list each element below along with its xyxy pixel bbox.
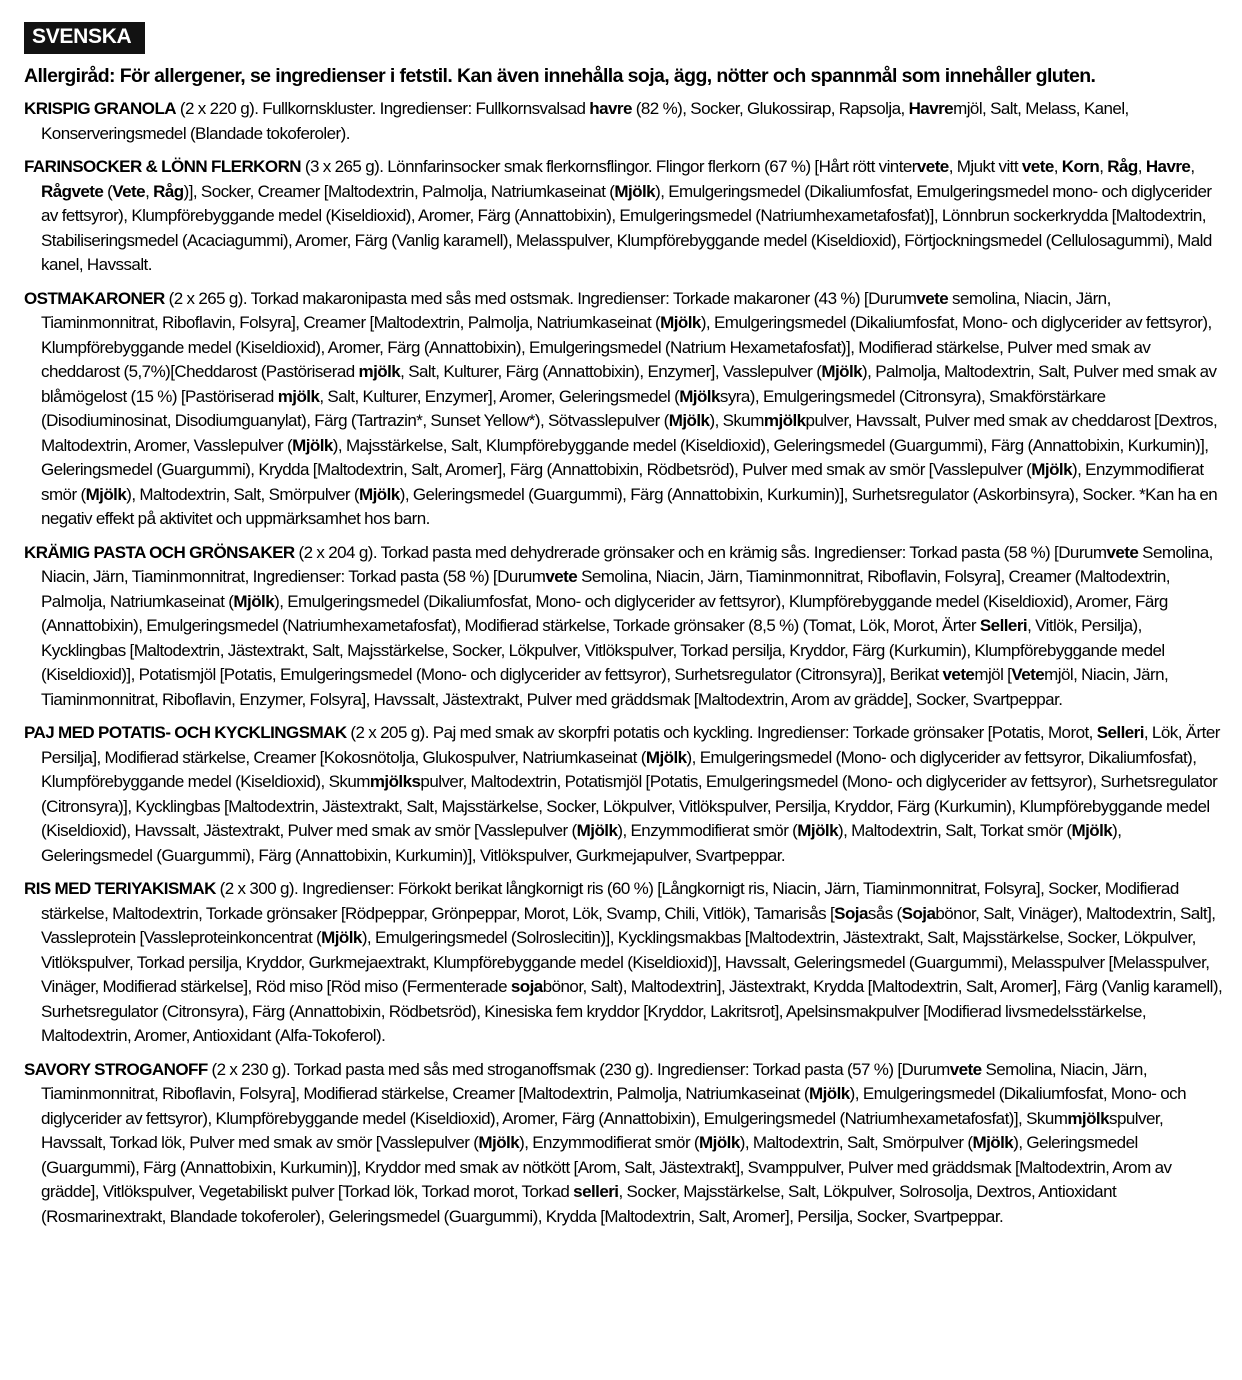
allergen-bold-text: soja — [510, 977, 543, 996]
allergen-bold-text: Selleri — [979, 616, 1028, 635]
allergen-bold-text: Vete — [1011, 665, 1045, 684]
ingredient-text: ), Geleringsmedel (Guargummi), Färg (Annattobixin, Kurkumin)], Vitlökspulver, Gurkmejapulver, Svartpeppar. — [41, 821, 1122, 865]
ingredient-text: pulver, Maltodextrin, Potatismjöl [Potatis, Emulgeringsmedel (Mono- och diglycerider av fettsyror), Surhetsregulator (Citronsyra)], Kycklingbas [Maltodextrin, Jästextrakt, Salt, Majsstärkelse, Socker, Lökpulver, Vitlökspulver, Persilja, Kryddor, Färg (Kurkumin), Klumpförebyggande medel (Kiseldioxid), Havssalt, Jästextrakt, Pulver med smak av smör [Vasslepulver ( — [41, 772, 1218, 840]
allergen-bold-text: Korn — [1061, 157, 1100, 176]
ingredient-text: ( — [103, 181, 113, 201]
ingredient-text: , — [145, 181, 154, 201]
allergen-bold-text: Mjölk — [660, 313, 701, 332]
product-paragraph — [24, 287, 1230, 532]
allergen-bold-text: Råg — [153, 181, 184, 201]
product-paragraphs — [24, 97, 1230, 1229]
allergen-bold-text: Mjölk — [808, 1084, 850, 1103]
ingredient-text: , — [1099, 157, 1108, 176]
ingredient-text: , Lök, Ärter Persilja], Modifierad stärkelse, Creamer [Kokosnötolja, Glukospulver, Natriumkaseinat ( — [41, 723, 1220, 767]
allergen-bold-text: Havre — [1145, 157, 1191, 176]
ingredient-text: )], Socker, Creamer [Maltodextrin, Palmolja, Natriumkaseinat ( — [183, 181, 615, 201]
allergen-bold-text: Havre — [908, 99, 954, 118]
allergy-advice: Allergiråd: För allergener, se ingredienser i fetstil. Kan även innehålla soja, ägg, nötter och spannmål som innehåller gluten. — [24, 65, 1096, 87]
ingredient-text: pulver, Havssalt, Pulver med smak av cheddarost [Dextros, Maltodextrin, Aromer, Vasslepulver ( — [41, 411, 1218, 455]
ingredient-text: ), Skum — [709, 411, 764, 430]
ingredient-text: (82 %), Socker, Glukossirap, Rapsolja, — [631, 99, 909, 118]
allergen-bold-text: mjölk — [277, 386, 320, 406]
allergen-bold-text: Mjölk — [359, 484, 400, 504]
ingredient-text: , Mjukt vitt — [948, 157, 1022, 176]
allergen-bold-text: Mjölk — [1031, 460, 1072, 479]
ingredient-text: , Salt, Kulturer, Färg (Annattobixin), Enzymer], Vasslepulver ( — [400, 362, 822, 381]
ingredient-text: ), Maltodextrin, Salt, Smörpulver ( — [739, 1133, 973, 1152]
allergen-bold-text: Mjölk — [85, 484, 127, 504]
ingredient-text: , — [1190, 157, 1195, 176]
ingredient-text: semolina, Niacin, Järn, Tiaminmonnitrat, Riboflavin, Folsyra], Creamer [Maltodextrin, Palmolja, Natriumkaseinat ( — [41, 288, 1111, 332]
ingredient-text: (3 x 265 g). Lönnfarinsocker smak flerkornsflingor. Flingor flerkorn (67 %) [Hårt rött vinter — [301, 157, 917, 176]
allergen-bold-text: vete — [916, 288, 949, 308]
ingredient-text: ), Enzymmodifierat smör ( — [617, 821, 798, 840]
allergen-bold-text: Mjölk — [292, 435, 333, 455]
ingredient-text: , Vitlök, Persilja), Kycklingbas [Maltodextrin, Jästextrakt, Salt, Majsstärkelse, Socker, Lökpulver, Vitlökspulver, Torkad persilja, Kryddor, Färg (Kurkumin), Klumpförebyggande medel (Kiseldioxid)], Potatismjöl [Potatis, Emulgeringsmedel (Mono- och diglycerider av fettsyror), Surhetsregulator (Citronsyra)], Berikat — [41, 616, 1165, 684]
allergen-bold-text: mjölk — [763, 411, 806, 430]
allergen-bold-text: selleri — [573, 1182, 619, 1201]
allergen-bold-text: Soja — [834, 903, 868, 923]
ingredient-text: ), Emulgeringsmedel (Dikaliumfosfat, Mono- och diglycerider av fettsyror), Klumpförebyggande medel (Kiseldioxid), Aromer, Färg (Annattobixin), Emulgeringsmedel (Natriumhexametafosfat)], Skum — [41, 1084, 1186, 1128]
ingredient-text: Semolina, Niacin, Järn, Tiaminmonnitrat, Riboflavin, Folsyra], Modifierad stärkelse, Creamer [Maltodextrin, Palmolja, Natriumkaseinat ( — [41, 1059, 1147, 1103]
ingredient-label — [24, 16, 1230, 1229]
allergen-bold-text: vete — [1106, 542, 1139, 562]
product-name: SAVORY STROGANOFF — [24, 1059, 208, 1079]
allergen-bold-text: vete — [942, 665, 975, 684]
ingredient-text: mjöl [ — [974, 665, 1012, 684]
ingredient-text: spulver, Havssalt, Torkad lök, Pulver med smak av smör [Vasslepulver ( — [41, 1108, 1164, 1152]
allergen-bold-text: Mjölk — [321, 928, 362, 947]
ingredient-text: , Salt, Kulturer, Enzymer], Aromer, Geleringsmedel ( — [319, 386, 680, 406]
ingredient-text: Semolina, Niacin, Järn, Tiaminmonnitrat, Riboflavin, Folsyra], Creamer (Maltodextrin, Palmolja, Natriumkaseinat ( — [41, 567, 1170, 611]
product-name: PAJ MED POTATIS- OCH KYCKLINGSMAK — [24, 723, 347, 742]
allergen-bold-text: vete — [1021, 157, 1054, 176]
allergen-bold-text: Mjölk — [797, 821, 838, 840]
allergen-bold-text: vete — [949, 1059, 982, 1079]
ingredient-text: ), Maltodextrin, Salt, Torkat smör ( — [838, 821, 1072, 840]
allergen-bold-text: Mjölk — [614, 181, 656, 201]
ingredient-text: (2 x 204 g). Torkad pasta med dehydrerade grönsaker och en krämig sås. Ingredienser: Torkad pasta (58 %) [Durum — [294, 542, 1107, 562]
product-paragraph — [24, 155, 1230, 278]
allergen-bold-text: Mjölk — [1071, 821, 1113, 840]
product-name: KRISPIG GRANOLA — [24, 99, 177, 118]
ingredient-text: ), Geleringsmedel (Guargummi), Färg (Annattobixin, Kurkumin)], Surhetsregulator (Askorbinsyra), Socker. *Kan ha en negativ effekt på aktivitet och uppmärksamhet hos barn. — [41, 484, 1218, 528]
ingredient-text: , Socker, Majsstärkelse, Salt, Lökpulver, Solrosolja, Dextros, Antioxidant (Rosmarinextrakt, Blandade tokoferoler), Geleringsmedel (Guargummi), Krydda [Maltodextrin, Salt, Aromer], Persilja, Socker, Svartpeppar. — [41, 1182, 1117, 1226]
allergen-bold-text: Mjölk — [821, 362, 863, 381]
language-tag: SVENSKA — [24, 22, 145, 54]
allergen-bold-text: Mjölk — [233, 591, 275, 611]
allergen-bold-text: Mjölk — [576, 821, 618, 840]
allergen-bold-text: mjölk — [1067, 1108, 1110, 1128]
ingredient-text: , — [1053, 157, 1062, 176]
ingredient-text: ), Enzymmodifierat smör ( — [41, 460, 1204, 504]
product-paragraph — [24, 1058, 1230, 1230]
ingredient-text: ), Geleringsmedel (Guargummi), Färg (Annattobixin, Kurkumin)], Kryddor med smak av nötkött [Arom, Salt, Jästextrakt], Svamppulver, Pulver med gräddsmak [Maltodextrin, Arom av grädde], Vitlökspulver, Vegetabiliskt pulver [Torkad lök, Torkad morot, Torkad — [41, 1133, 1172, 1201]
ingredient-text: ), Enzymmodifierat smör ( — [519, 1133, 700, 1152]
allergen-bold-text: vete — [545, 567, 578, 586]
product-name: FARINSOCKER & LÖNN FLERKORN — [24, 157, 302, 176]
product-name: OSTMAKARONER — [24, 288, 165, 308]
ingredient-text: ), Palmolja, Maltodextrin, Salt, Pulver med smak av blåmögelost (15 %) [Pastöriserad — [41, 362, 1217, 406]
allergen-bold-text: Soja — [901, 903, 936, 923]
allergen-bold-text: mjölk — [358, 362, 401, 381]
ingredient-text: (2 x 265 g). Torkad makaronipasta med sås med ostsmak. Ingredienser: Torkade makaroner (43 %) [Durum — [164, 288, 917, 308]
allergen-bold-text: Mjölk — [679, 386, 720, 406]
ingredient-text: ), Emulgeringsmedel (Dikaliumfosfat, Mono- och diglycerider av fettsyror), Klumpförebyggande medel (Kiseldioxid), Aromer, Färg (Annattobixin), Emulgeringsmedel (Natriumhexametafosfat), Modifierad stärkelse, Torkade grönsaker (8,5 %) (Tomat, Lök, Morot, Ärter — [41, 591, 1168, 635]
product-paragraph — [24, 877, 1230, 1049]
ingredient-text: ), Emulgeringsmedel (Dikaliumfosfat, Mono- och diglycerider av fettsyror), Klumpförebyggande medel (Kiseldioxid), Aromer, Färg (Annattobixin), Emulgeringsmedel (Natrium Hexametafosfat)], Modifierad stärkelse, Pulver med smak av cheddarost (5,7%)[Cheddarost (Pastöriserad — [41, 313, 1212, 381]
product-paragraph — [24, 721, 1230, 868]
ingredient-text: (2 x 220 g). Fullkornskluster. Ingredienser: Fullkornsvalsad — [176, 99, 590, 118]
allergen-bold-text: Mjölk — [972, 1133, 1014, 1152]
product-name: RIS MED TERIYAKISMAK — [24, 879, 216, 898]
allergen-bold-text: mjölks — [369, 772, 421, 791]
allergen-bold-text: Mjölk — [478, 1133, 520, 1152]
ingredient-text: (2 x 205 g). Paj med smak av skorpfri potatis och kyckling. Ingredienser: Torkade grönsaker [Potatis, Morot, — [346, 723, 1097, 742]
ingredient-text: ), Maltodextrin, Salt, Smörpulver ( — [126, 484, 360, 504]
ingredient-text: (2 x 230 g). Torkad pasta med sås med stroganoffsmak (230 g). Ingredienser: Torkad pasta (57 %) [Durum — [207, 1059, 950, 1079]
allergen-bold-text: Mjölk — [668, 411, 710, 430]
ingredient-text: mjöl, Salt, Melass, Kanel, Konserveringsmedel (Blandade tokoferoler). — [41, 99, 1129, 143]
allergen-bold-text: Selleri — [1096, 723, 1144, 742]
allergen-bold-text: Vete — [112, 181, 146, 201]
allergen-bold-text: Mjölk — [699, 1133, 740, 1152]
product-paragraph — [24, 97, 1230, 146]
allergen-bold-text: Mjölk — [645, 747, 687, 767]
ingredient-text: ), Emulgeringsmedel (Dikaliumfosfat, Emulgeringsmedel mono- och diglycerider av fettsyror), Klumpförebyggande medel (Kiseldioxid), Aromer, Färg (Annattobixin), Emulgeringsmedel (Natriumhexametafosfat)], Lönnbrun sockerkrydda [Maltodextrin, Stabiliseringsmedel (Acaciagummi), Aromer, Färg (Vanlig karamell), Melasspulver, Klumpförebyggande medel (Kiseldioxid), Förtjockningsmedel (Cellulosagummi), Mald kanel, Havssalt. — [41, 181, 1212, 274]
ingredient-text: bönor, Salt), Maltodextrin], Jästextrakt, Krydda [Maltodextrin, Salt, Aromer], Färg (Vanlig karamell), Surhetsregulator (Citronsyra), Färg (Annattobixin, Rödbetsröd), Kinesiska fem kryddor [Kryddor, Lakritsrot], Apelsinsmakpulver [Modifierad livsmedelsstärkelse, Maltodextrin, Aromer, Antioxidant (Alfa-Tokoferol). — [41, 977, 1223, 1045]
ingredient-text: ), Emulgeringsmedel (Mono- och diglycerider av fettsyror, Dikaliumfosfat), Klumpförebyggande medel (Kiseldioxid), Skum — [41, 747, 1197, 791]
allergen-bold-text: Rågvete — [41, 181, 104, 201]
allergen-bold-text: havre — [589, 99, 632, 118]
ingredient-text: , — [1137, 157, 1146, 176]
ingredient-text: ), Majsstärkelse, Salt, Klumpförebyggande medel (Kiseldioxid), Geleringsmedel (Guargummi), Färg (Annattobixin, Kurkumin)], Geleringsmedel (Guargummi), Krydda [Maltodextrin, Salt, Aromer], Färg (Annattobixin, Rödbetsröd), Pulver med smak av smör [Vasslepulver ( — [41, 435, 1209, 479]
ingredient-text: sås ( — [867, 903, 902, 923]
product-name: KRÄMIG PASTA OCH GRÖNSAKER — [24, 542, 295, 562]
ingredient-text: Semolina, Niacin, Järn, Tiaminmonnitrat, Ingredienser: Torkad pasta (58 %) [Durum — [41, 542, 1213, 586]
ingredient-text: syra), Emulgeringsmedel (Citronsyra), Smakförstärkare (Disodiuminosinat, Disodiumguanylat), Färg (Tartrazin*, Sunset Yellow*), Sötvasslepulver ( — [41, 386, 1106, 430]
ingredient-text: bönor, Salt, Vinäger), Maltodextrin, Salt], Vassleprotein [Vassleproteinkoncentrat ( — [41, 903, 1216, 947]
allergen-bold-text: Råg — [1107, 157, 1138, 176]
product-paragraph — [24, 541, 1230, 713]
ingredient-text: (2 x 300 g). Ingredienser: Förkokt berikat långkornigt ris (60 %) [Långkornigt ris, Niacin, Järn, Tiaminmonnitrat, Folsyra], Socker, Modifierad stärkelse, Maltodextrin, Torkade grönsaker [Rödpeppar, Grönpeppar, Morot, Lök, Svamp, Chili, Vitlök), Tamarisås [ — [41, 879, 1179, 923]
allergen-bold-text: vete — [916, 157, 949, 176]
ingredient-text: ), Emulgeringsmedel (Solroslecitin)], Kycklingsmakbas [Maltodextrin, Jästextrakt, Salt, Majsstärkelse, Socker, Lökpulver, Vitlökspulver, Torkad persilja, Kryddor, Gurkmejaextrakt, Klumpförebyggande medel (Kiseldioxid)], Havssalt, Geleringsmedel (Guargummi), Melasspulver [Melasspulver, Vinäger, Modifierad stärkelse], Röd miso [Röd miso (Fermenterade — [41, 928, 1210, 996]
ingredient-text: mjöl, Niacin, Järn, Tiaminmonnitrat, Riboflavin, Enzymer, Folsyra], Havssalt, Jästextrakt, Pulver med gräddsmak [Maltodextrin, Arom av grädde], Socker, Svartpeppar. — [41, 665, 1169, 709]
